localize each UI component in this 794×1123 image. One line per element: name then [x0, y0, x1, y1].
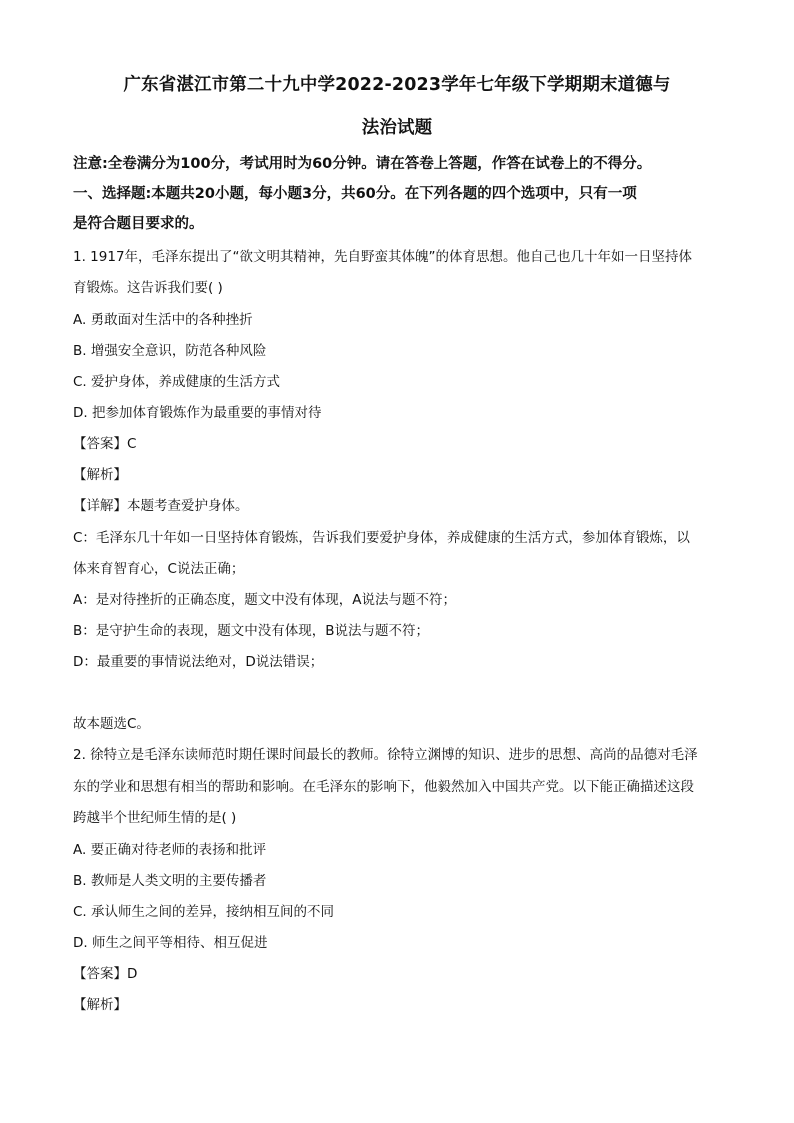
q2-option-a: A. 要正确对待老师的表扬和批评 [73, 842, 267, 858]
q1-option-d: D. 把参加体育锻炼作为最重要的事情对待 [73, 405, 322, 421]
q1-explain-line3: A：是对待挫折的正确态度，题文中没有体现，A说法与题不符； [73, 592, 456, 608]
q2-option-c: C. 承认师生之间的差异，接纳相互间的不同 [73, 904, 335, 920]
q2-stem-line3: 跨越半个世纪师生情的是( ) [73, 810, 237, 826]
section-heading-line2: 是符合题目要求的。 [73, 216, 204, 232]
q2-stem-line2: 东的学业和思想有相当的帮助和影响。在毛泽东的影响下，他毅然加入中国共产党。以下能正确描述这段 [73, 779, 694, 795]
q1-option-b: B. 增强安全意识，防范各种风险 [73, 343, 267, 359]
exam-notice: 注意:全卷满分为100分，考试用时为60分钟。请在答卷上答题，作答在试卷上的不得分。 [73, 156, 652, 172]
q1-explain-line1: C：毛泽东几十年如一日坚持体育锻炼，告诉我们要爱护身体，养成健康的生活方式，参加体育锻炼，以 [73, 530, 690, 546]
exam-title-line2: 法治试题 [361, 118, 433, 138]
q2-analysis-label: 【解析】 [73, 997, 127, 1013]
q1-analysis-label: 【解析】 [73, 467, 127, 483]
q1-option-a: A. 勇敢面对生活中的各种挫折 [73, 312, 253, 328]
q1-stem-line2: 育锻炼。这告诉我们要( ) [73, 280, 223, 296]
q1-answer: 【答案】C [73, 436, 137, 452]
section-heading-line1: 一、选择题:本题共20小题，每小题3分，共60分。在下列各题的四个选项中，只有一项 [73, 186, 637, 202]
q2-option-b: B. 教师是人类文明的主要传播者 [73, 873, 267, 889]
q1-explain-line4: B：是守护生命的表现，题文中没有体现，B说法与题不符； [73, 623, 430, 639]
q2-option-d: D. 师生之间平等相待、相互促进 [73, 935, 268, 951]
q2-stem-line1: 2. 徐特立是毛泽东读师范时期任课时间最长的教师。徐特立渊博的知识、进步的思想、高尚的品德对毛泽 [73, 747, 698, 763]
q1-explain-line2: 体来育智育心，C说法正确； [73, 561, 245, 577]
exam-title-line1: 广东省湛江市第二十九中学2022-2023学年七年级下学期期末道德与 [123, 75, 671, 95]
q1-explain-line5: D：最重要的事情说法绝对，D说法错误； [73, 654, 324, 670]
q2-answer: 【答案】D [73, 966, 138, 982]
q1-option-c: C. 爱护身体，养成健康的生活方式 [73, 374, 281, 390]
q1-conclusion: 故本题选C。 [73, 716, 150, 732]
q1-detail: 【详解】本题考查爱护身体。 [73, 498, 249, 514]
q1-stem-line1: 1. 1917年，毛泽东提出了“欲文明其精神，先自野蛮其体魄”的体育思想。他自己也几十年如一日坚持体 [73, 249, 693, 265]
